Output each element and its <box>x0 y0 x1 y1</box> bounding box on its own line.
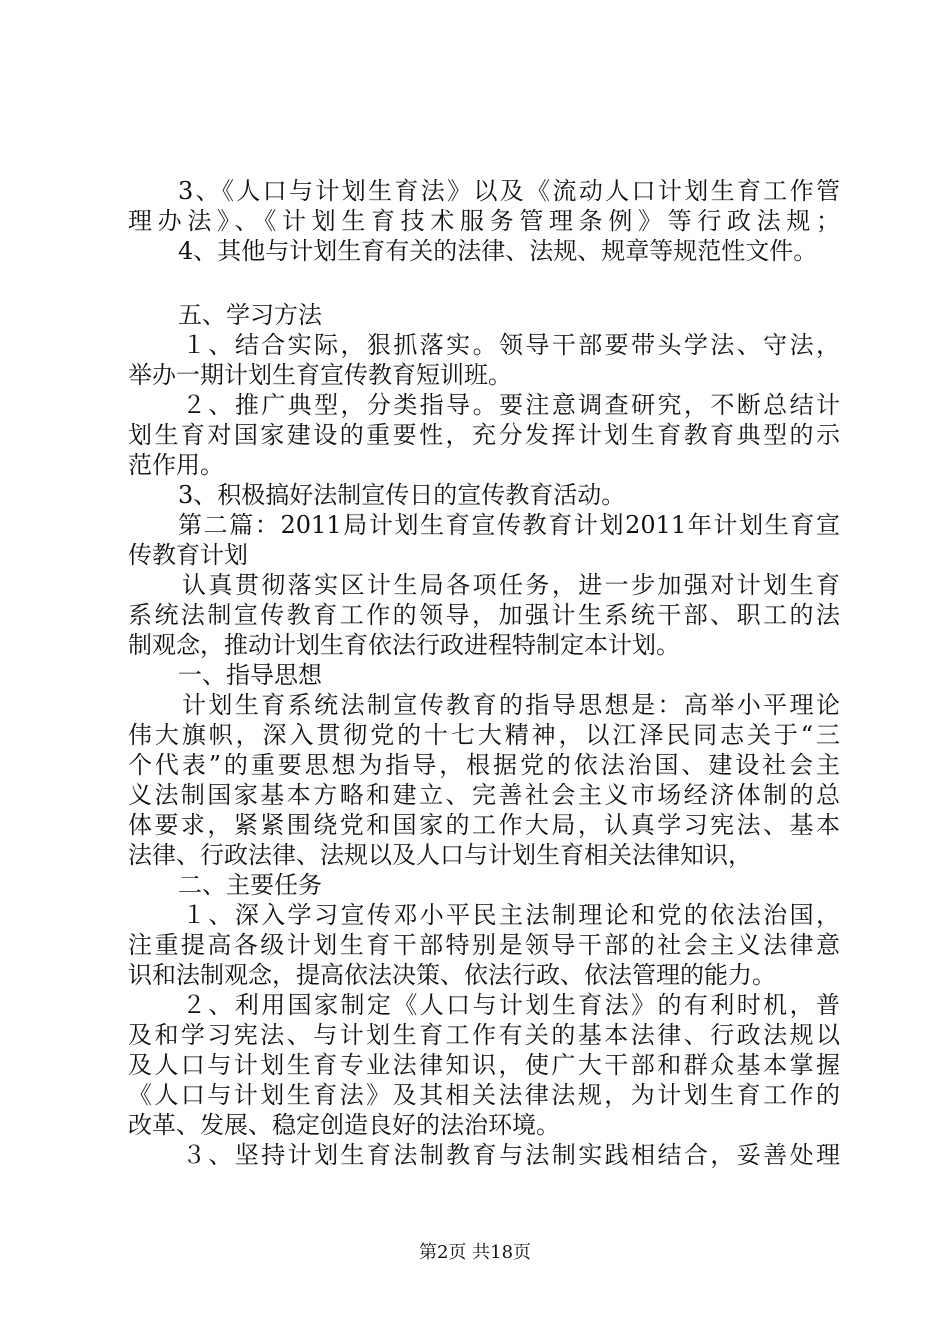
paragraph-line: 法律、行政法律、法规以及人口与计划生育相关法律知识， <box>128 841 752 869</box>
paragraph-line: 制观念，推动计划生育依法行政进程特制定本计划。 <box>128 631 680 659</box>
paragraph-line: 理办法》、《计划生育技术服务管理条例》等行政法规； <box>128 207 840 235</box>
paragraph-line: ３、坚持计划生育法制教育与法制实践相结合，妥善处理 <box>182 1141 840 1169</box>
paragraph-line: ２、利用国家制定《人口与计划生育法》的有利时机，普 <box>182 991 840 1019</box>
paragraph-line: 及和学习宪法、与计划生育工作有关的基本法律、行政法规以 <box>128 1021 840 1049</box>
paragraph-line: 《人口与计划生育法》及其相关法律法规，为计划生育工作的 <box>128 1081 840 1109</box>
paragraph-line: 3、《人口与计划生育法》以及《流动人口计划生育工作管 <box>178 177 840 205</box>
paragraph-line: 注重提高各级计划生育干部特别是领导干部的社会主义法律意 <box>128 931 840 959</box>
paragraph-line: １、结合实际，狠抓落实。领导干部要带头学法、守法， <box>182 331 840 359</box>
blank-line <box>128 266 840 300</box>
chapter-heading: 传教育计划 <box>128 541 248 569</box>
paragraph-line: １、深入学习宣传邓小平民主法制理论和党的依法治国， <box>182 901 840 929</box>
paragraph-line: 义法制国家基本方略和建立、完善社会主义市场经济体制的总 <box>128 781 840 809</box>
paragraph-line: 认真贯彻落实区计生局各项任务，进一步加强对计划生育 <box>182 571 840 599</box>
paragraph-line: 个代表”的重要思想为指导，根据党的依法治国、建设社会主 <box>128 751 840 779</box>
chapter-heading: 第二篇：2011局计划生育宣传教育计划2011年计划生育宣 <box>178 511 840 539</box>
page-number: 第2页 共18页 <box>418 1242 532 1263</box>
section-heading: 五、学习方法 <box>178 301 322 329</box>
paragraph-line: 系统法制宣传教育工作的领导，加强计生系统干部、职工的法 <box>128 601 840 629</box>
paragraph-line: 范作用。 <box>128 451 224 479</box>
paragraph-line: 计划生育系统法制宣传教育的指导思想是：高举小平理论 <box>182 691 840 719</box>
paragraph-line: 及人口与计划生育专业法律知识，使广大干部和群众基本掌握 <box>128 1051 840 1079</box>
paragraph-line: 4、其他与计划生育有关的法律、法规、规章等规范性文件。 <box>178 237 818 265</box>
paragraph-line: 举办一期计划生育宣传教育短训班。 <box>128 361 512 389</box>
document-body <box>128 176 840 1170</box>
paragraph-line: 体要求，紧紧围绕党和国家的工作大局，认真学习宪法、基本 <box>128 811 840 839</box>
paragraph-line: 改革、发展、稳定创造良好的法治环境。 <box>128 1111 560 1139</box>
paragraph-line: 划生育对国家建设的重要性，充分发挥计划生育教育典型的示 <box>128 421 840 449</box>
paragraph-line: 3、积极搞好法制宣传日的宣传教育活动。 <box>178 481 626 509</box>
paragraph-line: ２、推广典型，分类指导。要注意调查研究，不断总结计 <box>182 391 840 419</box>
paragraph-line: 识和法制观念，提高依法决策、依法行政、依法管理的能力。 <box>128 961 776 989</box>
section-heading: 一、指导思想 <box>178 661 322 689</box>
section-heading: 二、主要任务 <box>178 871 322 899</box>
paragraph-line: 伟大旗帜，深入贯彻党的十七大精神，以江泽民同志关于“三 <box>128 721 840 749</box>
